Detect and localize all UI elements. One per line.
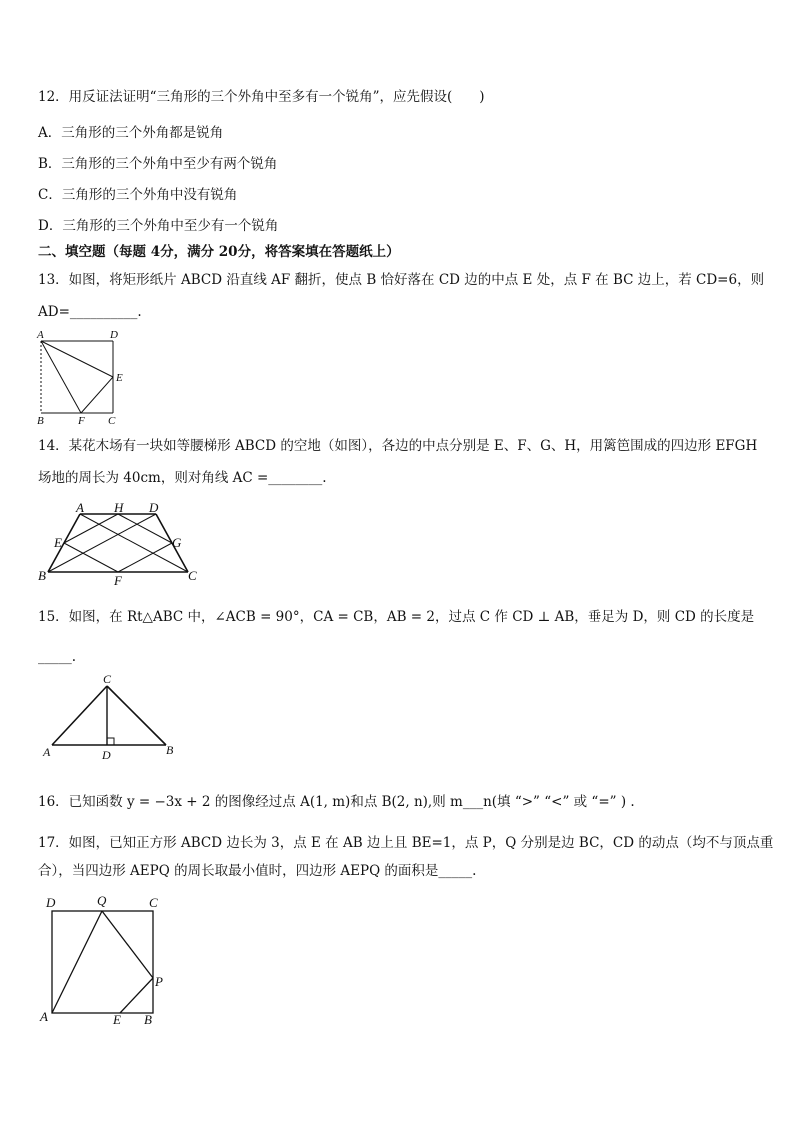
q16-line1: 16．已知函数 y = −3x + 2 的图像经过点 A(1, m)和点 B(2, n),则 m___n(填 “>” “<” 或 “=” ) . [38, 794, 635, 810]
q17-label-b: B [144, 1012, 152, 1027]
section-2-heading: 二、填空题（每题 4分，满分 20分，将答案填在答题纸上） [38, 244, 400, 260]
q13-line1: 13．如图，将矩形纸片 ABCD 沿直线 AF 翻折，使点 B 恰好落在 CD 边的中点 E 处，点 F 在 BC 边上，若 CD=6，则 [38, 272, 765, 288]
q12-option-a: A．三角形的三个外角都是锐角 [38, 125, 224, 141]
q12-option-c: C．三角形的三个外角中没有锐角 [38, 187, 238, 203]
q14-label-g: G [172, 535, 182, 550]
q13-label-e: E [116, 372, 123, 384]
q15-triangle-figure [40, 670, 185, 762]
q17-label-e: E [113, 1012, 121, 1027]
q13-label-d: D [110, 329, 118, 341]
q14-label-d: D [149, 500, 159, 515]
q14-label-e: E [54, 535, 62, 550]
q15-label-c: C [103, 672, 112, 686]
q15-label-a: A [43, 745, 51, 759]
q12-option-b: B．三角形的三个外角中至少有两个锐角 [38, 156, 278, 172]
q12-option-d: D．三角形的三个外角中至少有一个锐角 [38, 218, 279, 234]
q13-label-f: F [78, 415, 85, 427]
q13-rectangle-figure [32, 326, 142, 430]
q17-label-q: Q [97, 893, 107, 908]
q15-line2: _____. [38, 649, 77, 665]
q17-square-figure [36, 890, 176, 1030]
q17-line2: 合），当四边形 AEPQ 的周长取最小值时，四边形 AEPQ 的面积是_____. [38, 863, 477, 879]
q14-label-f: F [114, 573, 122, 588]
q14-line2: 场地的周长为 40cm，则对角线 AC =________. [38, 470, 327, 486]
q12-stem: 12．用反证法证明“三角形的三个外角中至多有一个锐角”，应先假设( ) [38, 89, 485, 105]
q17-label-d: D [46, 895, 56, 910]
q14-label-h: H [114, 500, 124, 515]
q14-line1: 14．某花木场有一块如等腰梯形 ABCD 的空地（如图），各边的中点分别是 E、F、G、H，用篱笆围成的四边形 EFGH [38, 438, 758, 454]
q17-label-p: P [155, 974, 163, 989]
q17-label-c: C [149, 895, 158, 910]
q14-label-b: B [38, 568, 46, 583]
q14-label-c: C [188, 568, 197, 583]
q15-label-d: D [102, 748, 111, 762]
q13-label-c: C [108, 415, 116, 427]
q17-line1: 17．如图，已知正方形 ABCD 边长为 3，点 E 在 AB 边上且 BE=1，点 P，Q 分别是边 BC，CD 的动点（均不与顶点重 [38, 835, 774, 851]
q15-label-b: B [166, 743, 174, 757]
q13-label-a: A [37, 329, 44, 341]
q15-line1: 15．如图，在 Rt△ABC 中，∠ACB = 90°，CA = CB，AB = 2，过点 C 作 CD ⊥ AB，垂足为 D，则 CD 的长度是 [38, 609, 755, 625]
q13-line2: AD=__________. [38, 304, 142, 320]
q14-trapezoid-figure [36, 500, 211, 590]
q17-label-a: A [40, 1009, 48, 1024]
q13-label-b: B [37, 415, 44, 427]
q14-label-a: A [76, 500, 84, 515]
